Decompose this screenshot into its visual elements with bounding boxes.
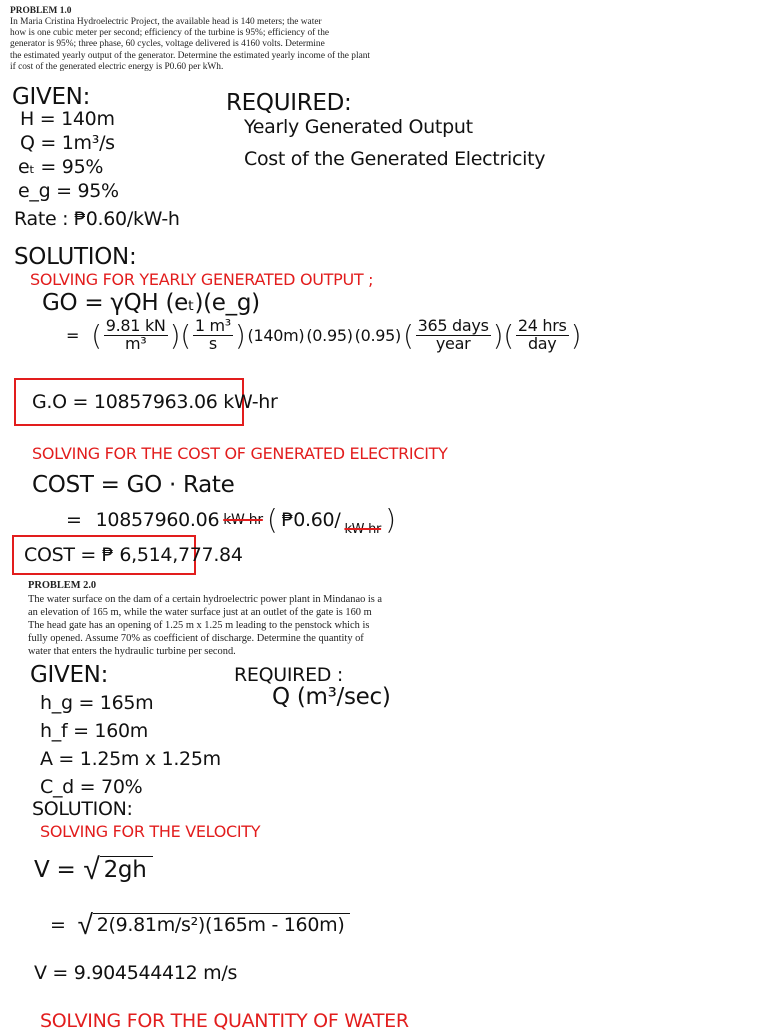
statement-line: if cost of the generated electric energy is P0.60 per kWh. <box>10 61 224 72</box>
required-item: Q (m³/sec) <box>272 684 391 710</box>
problem2-statement <box>28 594 382 659</box>
fraction-numerator: 365 days <box>417 316 489 335</box>
required-item: Cost of the Generated Electricity <box>244 148 546 170</box>
step-title: SOLVING FOR THE COST OF GENERATED ELECTRICITY <box>32 444 448 463</box>
given-gross-head: h_g = 165m <box>40 692 154 714</box>
statement-line: fully opened. Assume 70% as coefficient of discharge. Determine the quantity of <box>28 632 364 644</box>
given-rate: Rate : ₱0.60/kW-h <box>14 208 180 230</box>
given-tail-head: h_f = 160m <box>40 720 149 742</box>
fraction-denominator: year <box>435 333 471 353</box>
cost-formula: COST = GO · Rate <box>32 472 235 498</box>
statement-line: generator is 95%; three phase, 60 cycles, voltage delivered is 4160 volts. Determine <box>10 39 325 50</box>
cost-substitution: = 10857960.06 kW-hr ( ₱0.60/ kW-hr ) <box>66 503 396 537</box>
statement-line: water that enters the hydraulic turbine per second. <box>28 645 236 657</box>
given-discharge-coeff: C_d = 70% <box>40 776 143 798</box>
radicand: 2gh <box>100 856 153 883</box>
fraction-denominator: day <box>527 333 557 353</box>
equals-sign: = <box>66 508 82 531</box>
solution-label: SOLUTION: <box>32 798 133 820</box>
required-item: Yearly Generated Output <box>244 116 473 138</box>
velocity-result: V = 9.904544412 m/s <box>34 962 238 984</box>
equals-sign: = <box>66 325 80 345</box>
flow-fraction <box>193 318 233 353</box>
head-factor: (140m) <box>247 325 305 345</box>
velocity-formula: V = √ 2gh <box>34 852 153 887</box>
days-fraction <box>416 318 491 353</box>
radicand: 2(9.81m/s²)(165m - 160m) <box>93 913 351 936</box>
statement-line: how is one cubic meter per second; efficiency of the turbine is 95%; efficiency of the <box>10 28 330 39</box>
cost-result-box <box>12 535 243 575</box>
equals-sign: = <box>50 913 66 936</box>
generator-eff-factor: (0.95) <box>354 325 401 345</box>
required-label: REQUIRED : <box>234 664 343 686</box>
given-head: H = 140m <box>20 108 115 130</box>
velocity-substitution: = √ 2(9.81m/s²)(165m - 160m) <box>50 908 350 941</box>
cost-result: COST = ₱ 6,514,777.84 <box>24 544 243 566</box>
statement-line: an elevation of 165 m, while the water surface just at an outlet of the gate is 160 m <box>28 606 372 618</box>
step-title: SOLVING FOR THE VELOCITY <box>40 822 261 841</box>
fraction-denominator: s <box>208 333 217 353</box>
required-label: REQUIRED: <box>226 90 352 116</box>
cancelled-unit: kW-hr <box>223 511 263 528</box>
cancelled-unit: kW-hr <box>344 522 382 537</box>
fraction-denominator: m³ <box>124 333 147 353</box>
rate-value: ₱0.60/ <box>281 508 341 531</box>
go-substitution: = ( $\frac{9.81 kN}{\text{m³}}$ )( $\frac{\text{1 m³}}{s}$ ) (140m) (0.95) (0.95) ( $\frac{\text{365 days}}{\text{year}}$ )( $\frac{\text{24 hrs}}{\text{day}}$ ) <box>66 316 582 353</box>
go-value: 10857960.06 <box>95 508 220 531</box>
go-result: G.O = 10857963.06 kW-hr <box>32 391 278 413</box>
given-turbine-eff: eₜ = 95% <box>18 156 104 178</box>
fraction-numerator: 24 hrs <box>517 316 567 335</box>
given-area: A = 1.25m x 1.25m <box>40 748 221 770</box>
velocity-lhs: V = <box>34 856 76 883</box>
step-title: SOLVING FOR YEARLY GENERATED OUTPUT ; <box>30 270 374 289</box>
unit-weight-fraction <box>104 318 168 353</box>
problem1-statement <box>10 17 370 73</box>
statement-line: the estimated yearly output of the generator. Determine the estimated yearly income of the plant <box>10 50 371 61</box>
given-label: GIVEN: <box>12 84 91 110</box>
given-flow: Q = 1m³/s <box>20 132 115 154</box>
statement-line: The water surface on the dam of a certain hydroelectric power plant in Mindanao is a <box>28 594 383 605</box>
statement-line: In Maria Cristina Hydroelectric Project, the available head is 140 meters; the water <box>10 17 322 27</box>
statement-line: The head gate has an opening of 1.25 m x 1.25 m leading to the penstock which is <box>28 619 370 631</box>
given-label: GIVEN: <box>30 662 109 688</box>
turbine-eff-factor: (0.95) <box>306 325 353 345</box>
go-formula: GO = γQH (eₜ)(e_g) <box>42 290 260 316</box>
given-generator-eff: e_g = 95% <box>18 180 119 202</box>
problem1-heading: PROBLEM 1.0 <box>10 6 72 16</box>
fraction-numerator: 9.81 kN <box>105 316 166 335</box>
problem2-heading: PROBLEM 2.0 <box>28 580 97 591</box>
fraction-numerator: 1 m³ <box>194 316 231 335</box>
solution-label: SOLUTION: <box>14 244 137 270</box>
hours-fraction <box>516 318 569 353</box>
go-result-box <box>14 378 278 426</box>
step-title: SOLVING FOR THE QUANTITY OF WATER <box>40 1010 409 1032</box>
